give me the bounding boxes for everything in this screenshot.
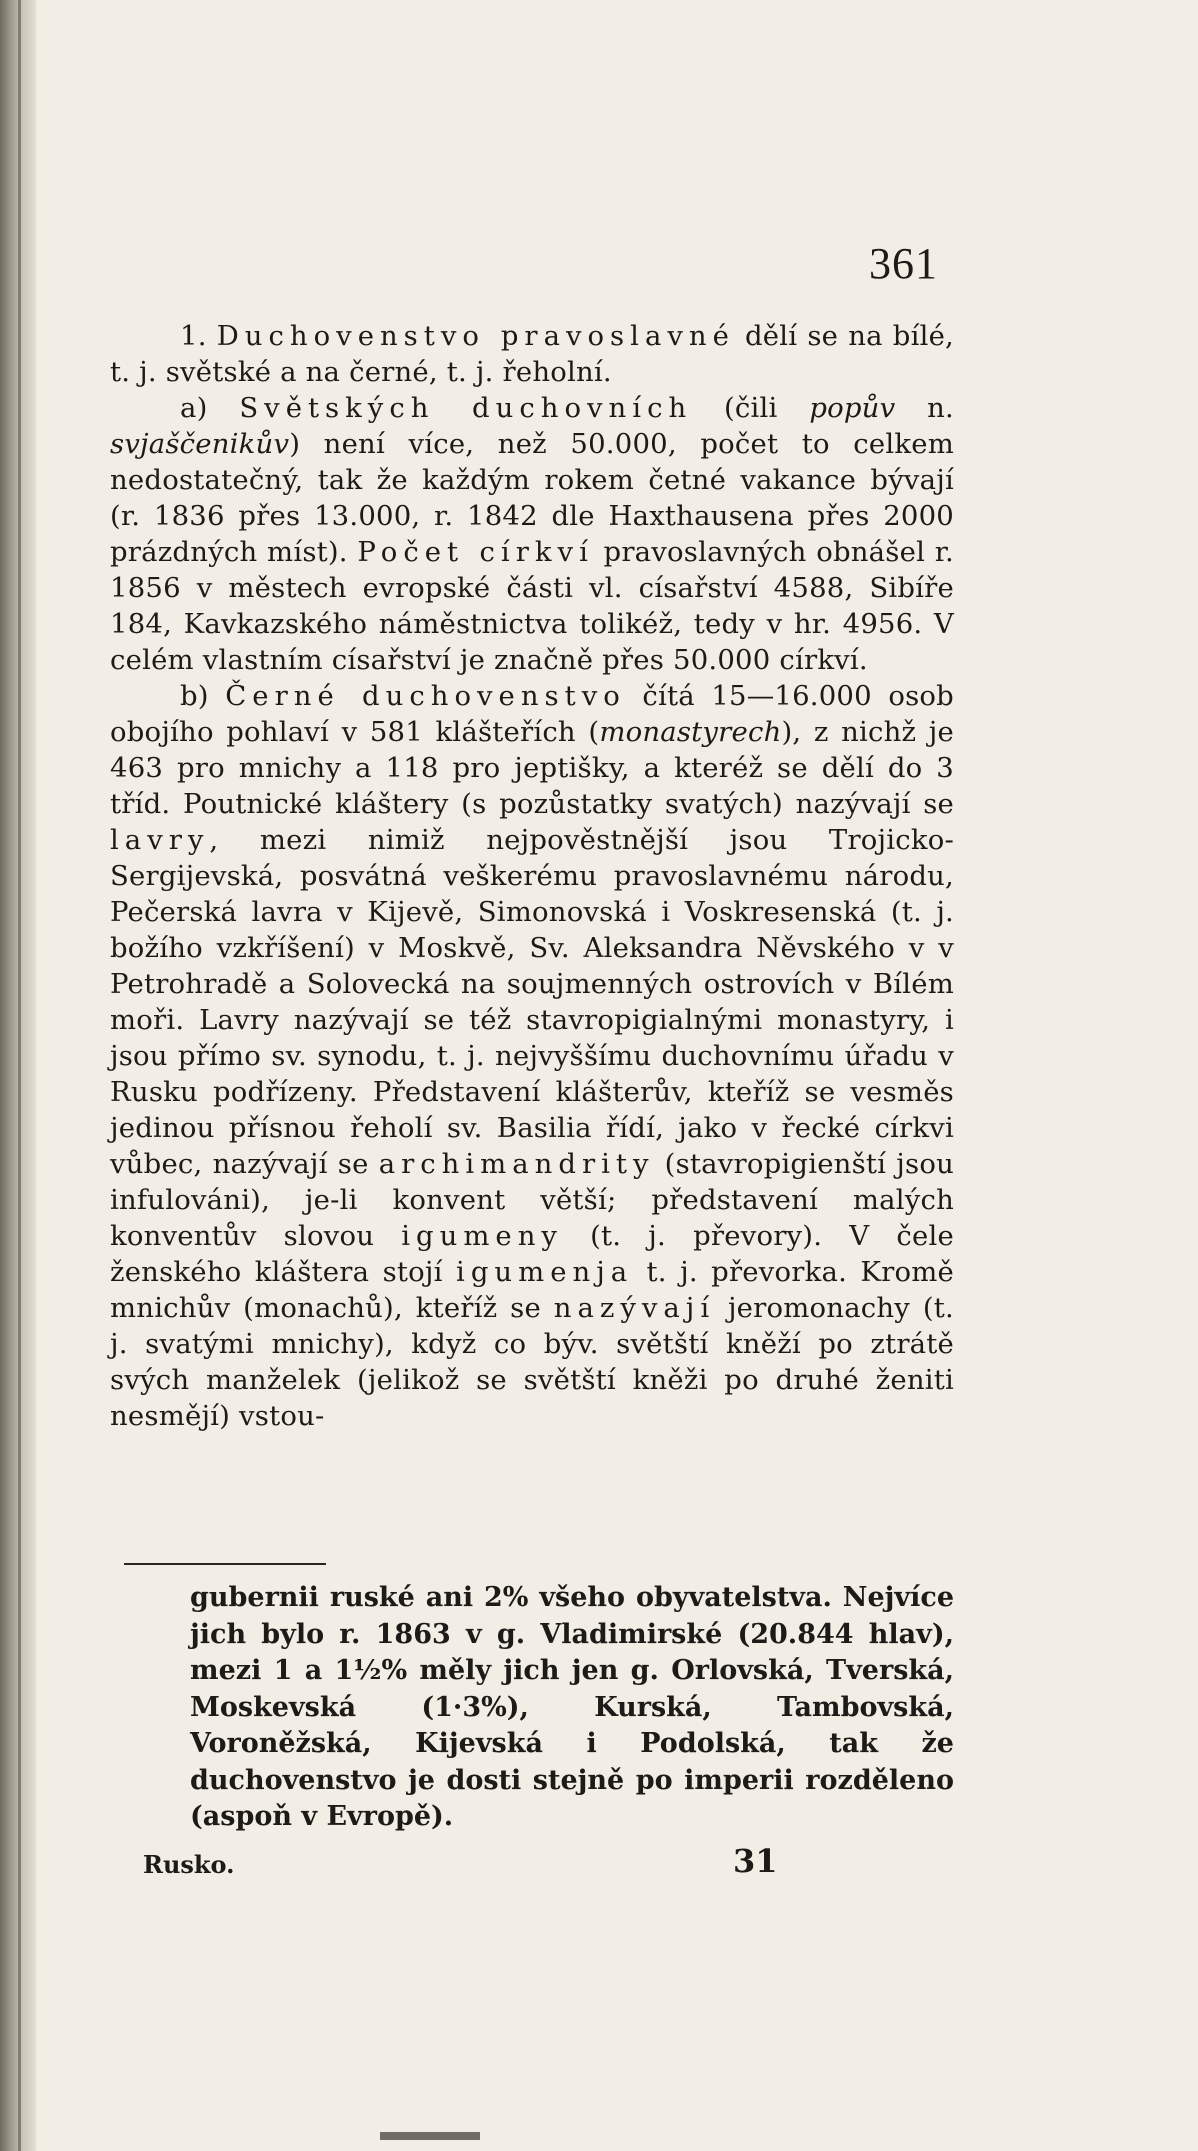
italic-term: svjaščenikův [110,428,290,460]
italic-term: monastyrech [599,716,782,748]
paragraph-text: (t. j. převory). V čele ženského kláštera stojí [110,1220,954,1288]
paragraph-number: a) [180,392,208,424]
paragraph-text: (čili [723,392,778,424]
spaced-term: Černé duchovenstvo [225,680,626,712]
spaced-term: Počet církví [357,536,594,568]
footnote: gubernii ruské ani 2% všeho obyvatelstva. Nejvíce jich bylo r. 1863 v g. Vladimirské (20.844 hlav), mezi 1 a 1½% měly jich jen g. Orlovská, Tverská, Moskevská (1·3%), Kurská, Tambovská, Voroněžská, Kijevská i Podolská, tak že duchovenstvo je dosti stejně po imperii rozděleno (aspoň v Evropě). [190,1582,954,1832]
paragraph-text: jeromonachy (t. j. svatými mnichy), když co býv. světští kněží po ztrátě svých manželek (jelikož se světští kněži po druhé ženiti nesmějí) vstou- [110,1292,954,1432]
paragraph-text: ) není více, než 50.000, počet to celkem nedostatečný, tak že každým rokem četné vakance bývají (r. 1836 přes 13.000, r. 1842 dle Haxthausena přes 2000 prázdných míst). [110,428,954,568]
spaced-term: igumeny [401,1220,563,1252]
paragraph-text: n. [927,392,954,424]
main-text [110,318,954,1434]
page-number: 361 [869,239,938,288]
spaced-term: nazývají [553,1292,716,1324]
paragraph-number: b) [180,680,209,712]
paragraph-text: pravoslavných obnášel r. 1856 v městech evropské části vl. císařství 4588, Sibíře 184, Kavkazského náměstnictva tolikéž, tedy v hr. 4956. V celém vlastním císařství je značně přes 50.000 církví. [110,536,954,676]
paragraph-text: (stavropigienští jsou infulováni), je-li konvent větší; představení malých konventův slovou [110,1148,955,1252]
paragraph-number: 1. [180,320,207,352]
paragraph-2 [110,390,954,678]
paragraph-text: ), z nichž je 463 pro mnichy a 118 pro jeptišky, a kteréž se dělí do 3 tříd. Poutnické kláštery (s pozůstatky svatých) nazývají se [110,716,954,820]
spaced-term: archimandrity [378,1148,655,1180]
paragraph-text: t. j. převorka. Kromě mnichův (monachů), kteříž se [110,1256,954,1324]
spaced-term: lavry [110,824,210,856]
printer-signature: Rusko. [143,1850,235,1879]
paragraph-text: čítá 15—16.000 osob obojího pohlaví v 581 klášteřích ( [110,680,954,748]
footnote-rule [124,1563,326,1565]
sheet-number: 31 [733,1842,778,1880]
italic-term: popův [809,392,896,424]
print-smudge [380,2132,480,2140]
spaced-term: Duchovenstvo pravoslavné [216,320,735,352]
paragraph-3 [110,678,954,1434]
spaced-term: Světských duchovních [239,392,693,424]
binding-line [18,0,21,2151]
paragraph-text: , mezi nimiž nejpověstnější jsou Trojicko-Sergijevská, posvátná veškerému pravoslavnému národu, Pečerská lavra v Kijevě, Simonovská i Voskresenská (t. j. božího vzkříšení) v Moskvě, Sv. Aleksandra Něvského v v Petrohradě a Solovecká na soujmenných ostrovích v Bílém moři. Lavry nazývají se též stavropigialnými monastyry, i jsou přímo sv. synodu, t. j. nejvyššímu duchovnímu úřadu v Rusku podřízeny. Představení klášterův, kteříž se vesměs jedinou přísnou řeholí sv. Basilia řídí, jako v řecké církvi vůbec, nazývají se [110,824,954,1180]
paragraph-1 [110,318,954,390]
spaced-term: igumenja [456,1256,634,1288]
paragraph-text: dělí se na bílé, t. j. světské a na černé, t. j. řeholní. [110,320,954,388]
